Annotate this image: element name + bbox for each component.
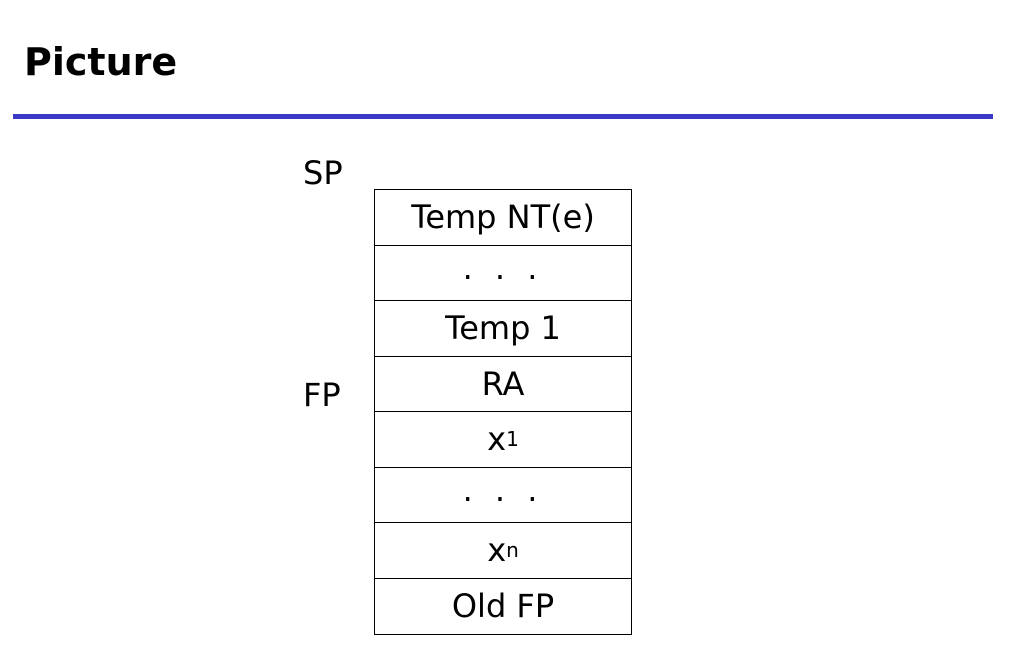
title-divider [13, 114, 993, 119]
stack-row-label: x [487, 420, 507, 459]
stack-row-label: Old FP [451, 587, 555, 626]
stack-row-label: . . . [462, 248, 544, 287]
stack-row-old-fp [375, 579, 631, 635]
stack-row-label: . . . [462, 470, 544, 509]
stack-row-temp-1 [375, 301, 631, 357]
stack-row-x1: x 1 [375, 412, 631, 468]
stack-row-label: RA [481, 364, 525, 403]
stack-row-label: x [487, 531, 507, 570]
slide-title: Picture [24, 40, 178, 84]
stack-frame-diagram [374, 189, 632, 635]
stack-row-temp-nt [375, 190, 631, 246]
fp-pointer-label: FP [303, 376, 341, 414]
stack-row-ellipsis-upper [375, 246, 631, 302]
stack-row-label: Temp 1 [445, 309, 561, 348]
sp-pointer-label: SP [303, 154, 343, 192]
stack-row-return-address [375, 357, 631, 413]
stack-row-label: Temp NT(e) [411, 198, 595, 237]
stack-row-xn: x n [375, 523, 631, 579]
stack-row-ellipsis-lower [375, 468, 631, 524]
